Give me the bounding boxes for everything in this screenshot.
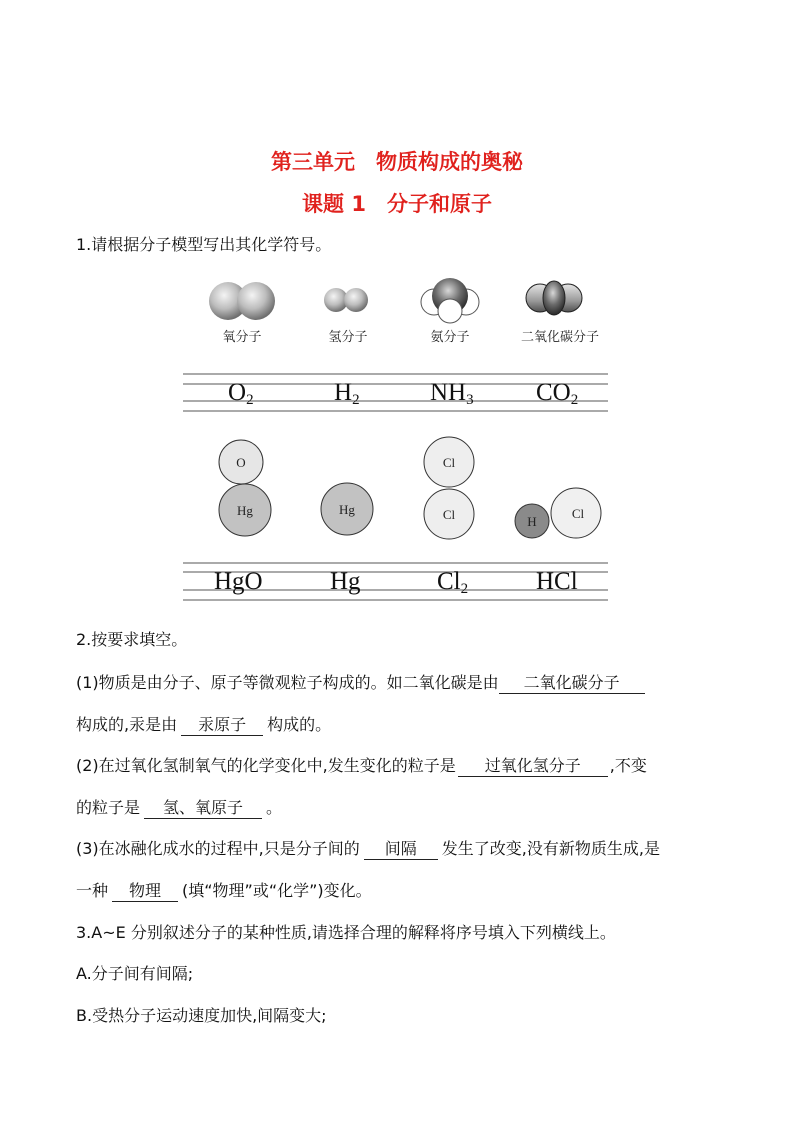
atom-label: H (527, 514, 537, 529)
mercury-model (321, 483, 373, 535)
formula-answer: HgO (214, 568, 263, 595)
oxygen-molecule-model (209, 282, 275, 320)
molecule-name: 氢分子 (328, 330, 368, 345)
atom-label: Cl (442, 455, 456, 470)
lesson-title: 课题 1 分子和原子 (302, 192, 492, 216)
unit-title: 第三单元 物质构成的奥秘 (271, 150, 523, 174)
blank-answer: 间隔 (364, 839, 438, 860)
ammonia-molecule-model (421, 278, 479, 323)
hydrogen-chloride-model (515, 488, 601, 538)
molecule-name: 氧分子 (222, 330, 262, 345)
carbon-dioxide-molecule-model (526, 281, 582, 315)
formula-answer: CO2 (536, 379, 579, 408)
blank-answer: 物理 (112, 881, 178, 902)
formula-answer: H2 (334, 379, 360, 408)
question-2-prompt: 2.按要求填空。 (76, 630, 188, 649)
mercury-oxide-model (219, 440, 271, 536)
formula-answer: NH3 (430, 379, 474, 408)
blank-answer: 氢、氧原子 (144, 798, 262, 819)
question-2-line-6: 一种 物理 (填“物理”或“化学”)变化。 (76, 881, 372, 900)
formula-answer: HCl (536, 568, 578, 595)
molecule-name: 二氧化碳分子 (520, 330, 600, 345)
hydrogen-molecule-model (324, 288, 368, 312)
atom-label: Cl (442, 507, 456, 522)
atom-label: Hg (237, 503, 253, 518)
blank-answer: 汞原子 (181, 715, 263, 736)
formula-answer: Hg (330, 568, 361, 595)
question-1-prompt: 1.请根据分子模型写出其化学符号。 (76, 235, 332, 254)
atom-label: O (236, 455, 246, 470)
blank-answer: 二氧化碳分子 (499, 673, 645, 694)
hydrogen-atom-ball (344, 288, 368, 312)
question-2-line-4: 的粒子是 氢、氧原子 。 (76, 798, 283, 817)
carbon-atom-ball (543, 281, 565, 315)
question-2-line-1: (1)物质是由分子、原子等微观粒子构成的。如二氧化碳是由 二氧化碳分子 (76, 670, 645, 694)
question-2-line-5: (3)在冰融化成水的过程中,只是分子间的 间隔 发生了改变,没有新物质生成,是 (76, 839, 660, 858)
formula-answer: O2 (228, 379, 254, 408)
molecule-name: 氨分子 (430, 330, 470, 345)
question-2-line-3: (2)在过氧化氢制氧气的化学变化中,发生变化的粒子是 过氧化氢分子 ,不变 (76, 756, 647, 775)
option-a: A.分子间有间隔; (76, 964, 194, 983)
atom-label: Cl (571, 506, 585, 521)
oxygen-atom-ball (237, 282, 275, 320)
atom-label: Hg (339, 502, 355, 517)
formula-answer: Cl2 (437, 568, 469, 597)
hydrogen-atom-ball (438, 299, 462, 323)
question-2-line-2: 构成的,汞是由 汞原子 构成的。 (76, 715, 332, 734)
blank-answer: 过氧化氢分子 (458, 756, 608, 777)
question-3-prompt: 3.A~E 分别叙述分子的某种性质,请选择合理的解释将序号填入下列横线上。 (76, 923, 616, 942)
chlorine-molecule-model (424, 437, 474, 539)
option-b: B.受热分子运动速度加快,间隔变大; (76, 1006, 327, 1025)
